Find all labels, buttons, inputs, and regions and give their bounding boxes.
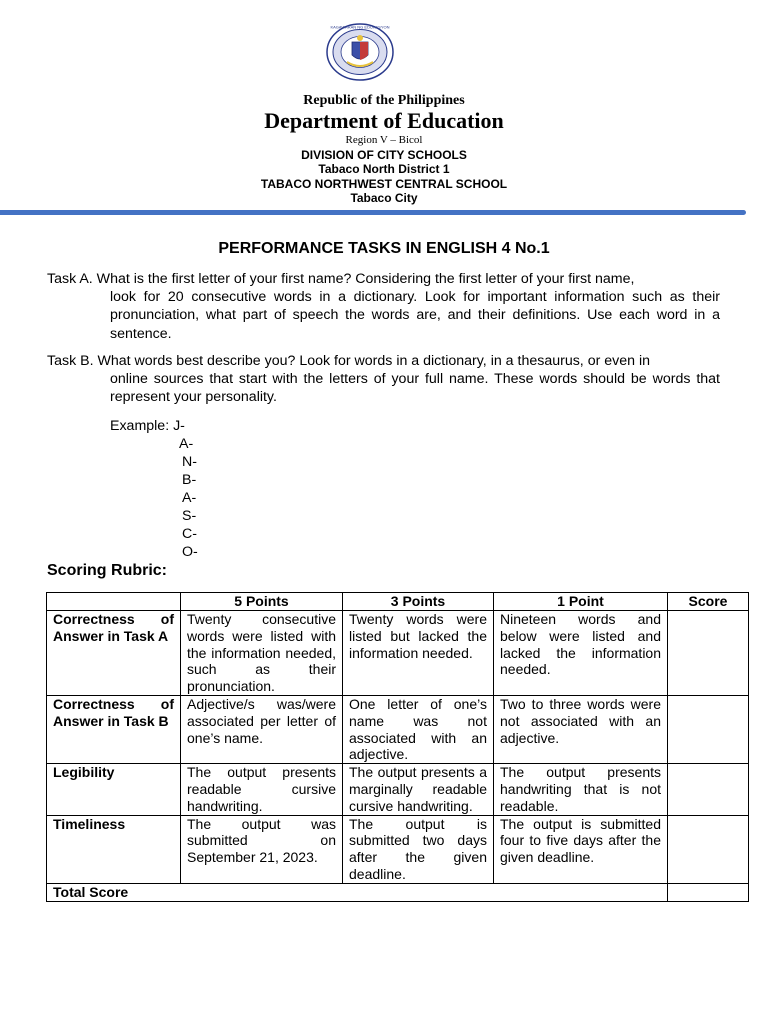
task-a-rest: look for 20 consecutive words in a dictionary. Look for important information such as their pronunciation, what part of speech the words are, and their definitions. Use each word in a sentence. <box>110 289 720 342</box>
three-points-cell: Twenty words were listed but lacked the information needed. <box>343 611 494 696</box>
criterion-cell: Timeliness <box>47 815 181 883</box>
task-a-first-line: Task A. What is the first letter of your first name? Considering the first letter of your first name, <box>47 271 635 287</box>
example-letter: N- <box>182 454 197 470</box>
column-header-1-point: 1 Point <box>494 593 668 611</box>
three-points-cell: The output is submitted two days after the given deadline. <box>343 815 494 883</box>
republic-line: Republic of the Philippines <box>303 93 465 108</box>
example-letter: B- <box>182 472 197 488</box>
svg-text:KAGAWARAN NG EDUKASYON: KAGAWARAN NG EDUKASYON <box>330 24 390 30</box>
task-a <box>47 270 720 343</box>
one-point-cell: Nineteen words and below were listed and lacked the information needed. <box>494 611 668 696</box>
example-letter: O- <box>182 544 198 560</box>
criterion-cell: Correctness of Answer in Task A <box>47 611 181 696</box>
column-header-5-points: 5 Points <box>181 593 343 611</box>
task-b-first-line: Task B. What words best describe you? Look for words in a dictionary, in a thesaurus, or even in <box>47 353 651 369</box>
three-points-cell: The output presents a marginally readable cursive handwriting. <box>343 764 494 815</box>
one-point-cell: Two to three words were not associated with an adjective. <box>494 695 668 763</box>
one-point-cell: The output is submitted four to five days after the given deadline. <box>494 815 668 883</box>
table-row <box>47 815 749 883</box>
column-header-3-points: 3 Points <box>343 593 494 611</box>
criterion-cell: Legibility <box>47 764 181 815</box>
example-label: Example: J- <box>110 418 185 434</box>
district-line: Tabaco North District 1 <box>318 162 450 176</box>
column-header <box>47 593 181 611</box>
column-header-score: Score <box>668 593 749 611</box>
five-points-cell: The output presents readable cursive handwriting. <box>181 764 343 815</box>
region-line: Region V – Bicol <box>345 134 423 146</box>
total-score-label: Total Score <box>47 883 668 901</box>
task-b <box>47 352 720 407</box>
example-letter: C- <box>182 526 197 542</box>
example-letter: S- <box>182 508 197 524</box>
header-divider <box>0 210 746 215</box>
five-points-cell: The output was submitted on September 21, 2023. <box>181 815 343 883</box>
department-name: Department of Education <box>264 108 504 133</box>
example-letter: A- <box>179 436 194 452</box>
score-cell <box>668 815 749 883</box>
score-cell <box>668 695 749 763</box>
five-points-cell: Twenty consecutive words were listed with the information needed, such as their pronunciation. <box>181 611 343 696</box>
criterion-cell: Correctness of Answer in Task B <box>47 695 181 763</box>
scoring-rubric-table <box>46 592 749 902</box>
school-line: TABACO NORTHWEST CENTRAL SCHOOL <box>260 177 508 191</box>
table-row <box>47 695 749 763</box>
rubric-heading: Scoring Rubric: <box>47 562 168 579</box>
table-row <box>47 611 749 696</box>
one-point-cell: The output presents handwriting that is not readable. <box>494 764 668 815</box>
deped-seal-logo <box>325 22 395 82</box>
five-points-cell: Adjective/s was/were associated per letter of one’s name. <box>181 695 343 763</box>
three-points-cell: One letter of one’s name was not associated with an adjective. <box>343 695 494 763</box>
total-score-cell <box>668 883 749 901</box>
score-cell <box>668 611 749 696</box>
table-header-row <box>47 593 749 611</box>
table-row <box>47 764 749 815</box>
total-score-row <box>47 883 749 901</box>
score-cell <box>668 764 749 815</box>
city-line: Tabaco City <box>350 191 418 205</box>
example-letter: A- <box>182 490 197 506</box>
page-title: PERFORMANCE TASKS IN ENGLISH 4 No.1 <box>218 240 550 257</box>
division-line: DIVISION OF CITY SCHOOLS <box>301 148 467 162</box>
task-b-rest: online sources that start with the letters of your full name. These words should be words that represent your personality. <box>110 371 720 406</box>
